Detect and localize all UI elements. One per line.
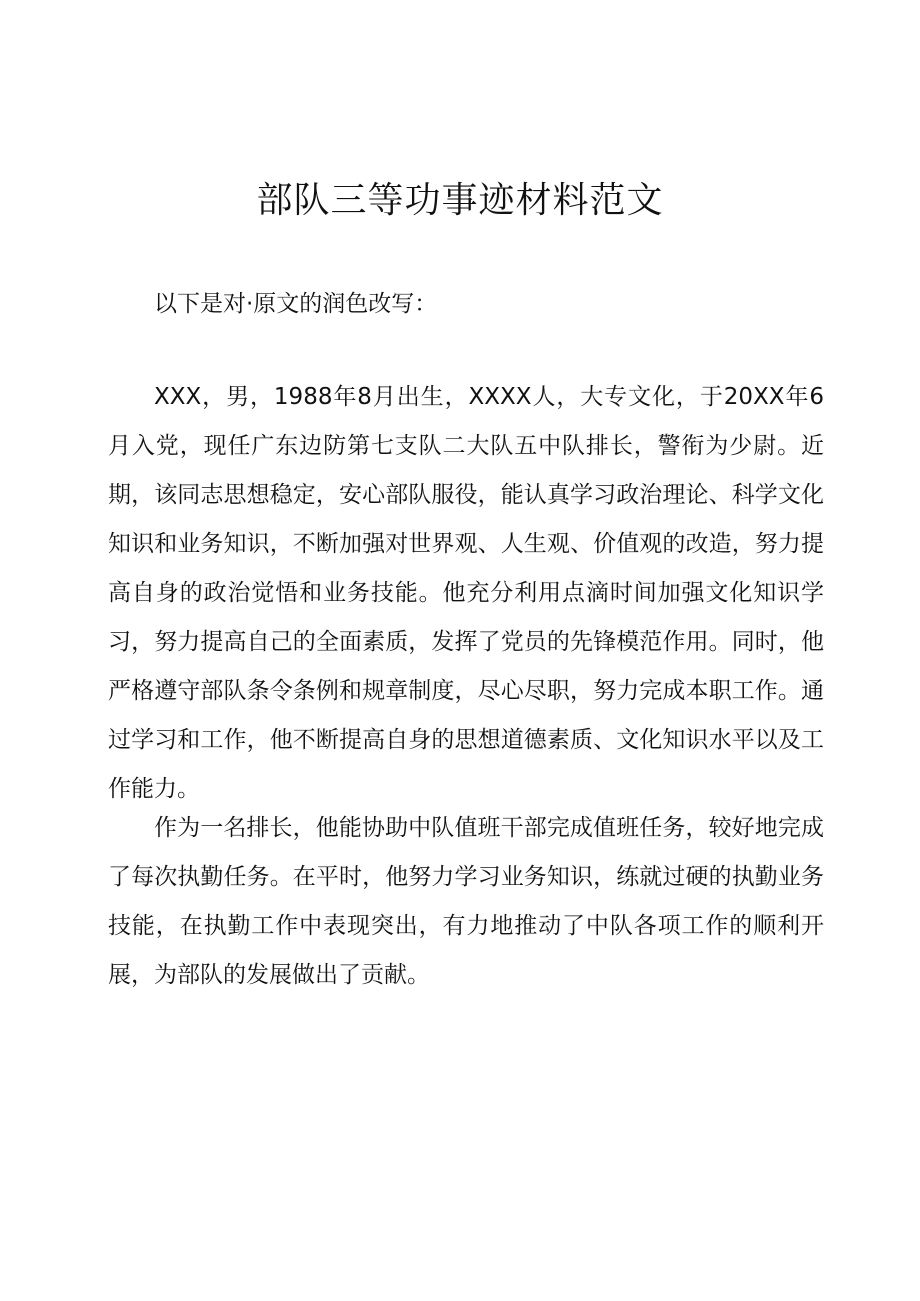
body-paragraph-1: XXX，男，1988年8月出生，XXXX人，大专文化，于20XX年6月入党，现任广东边防第七支队二大队五中队排长，警衔为少尉。近期，该同志思想稳定，安心部队服役，能认真学习政治理论、科学文化知识和业务知识，不断加强对世界观、人生观、价值观的改造，努力提高自身的政治觉悟和业务技能。他充分利用点滴时间加强文化知识学习，努力提高自己的全面素质，发挥了党员的先锋模范作用。同时，他严格遵守部队条令条例和规章制度，尽心尽职，努力完成本职工作。通过学习和工作，他不断提高自身的思想道德素质、文化知识水平以及工作能力。 [108, 384, 824, 802]
document-title: 部队三等功事迹材料范文 [256, 180, 664, 221]
body-paragraph-2: 作为一名排长，他能协助中队值班干部完成值班任务，较好地完成了每次执勤任务。在平时，他努力学习业务知识，练就过硬的执勤业务技能，在执勤工作中表现突出，有力地推动了中队各项工作的顺利开展，为部队的发展做出了贡献。 [108, 815, 824, 988]
intro-paragraph: 以下是对·原文的润色改写： [154, 291, 438, 317]
